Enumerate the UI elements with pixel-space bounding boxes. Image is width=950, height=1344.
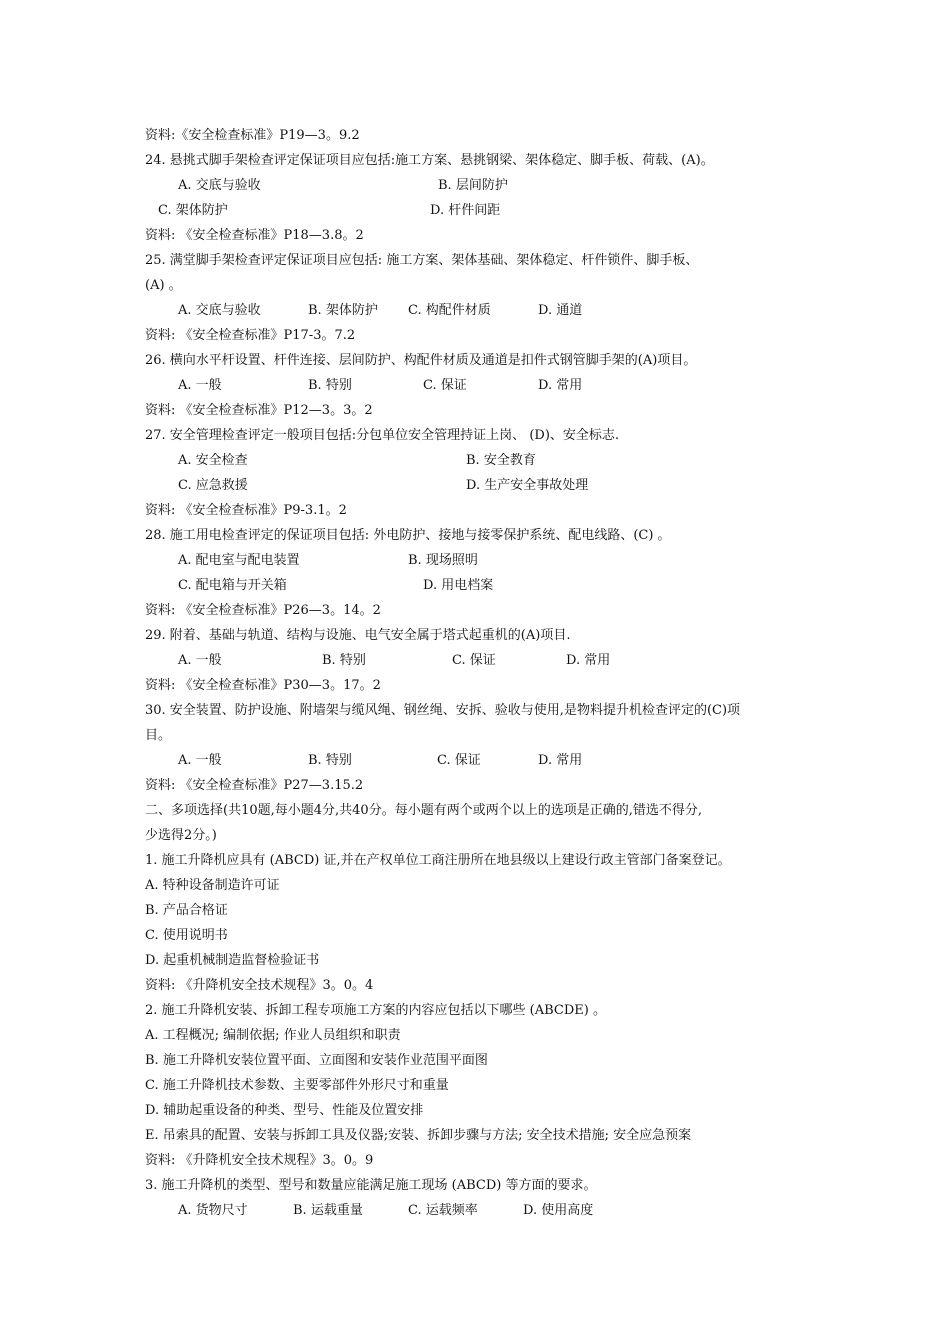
question-28: 28. 施工用电检查评定的保证项目包括: 外电防护、接地与接零保护系统、配电线路、(C) 。 [145,528,671,543]
option: A. 特种设备制造许可证 [145,878,280,893]
option: D. 辅助起重设备的种类、型号、性能及位置安排 [145,1103,424,1118]
option: B. 特别 [308,753,352,768]
text-line: 少选得2分。) [145,828,217,843]
option: B. 特别 [308,378,352,393]
section-heading: 二、多项选择(共10题,每小题4分,共40分。每小题有两个或两个以上的选项是正确的,错选不得分, [145,803,702,818]
reference-line: 资料: 《升降机安全技术规程》3。0。9 [145,1153,374,1168]
option: C. 保证 [452,653,496,668]
option: A. 配电室与配电装置 [178,553,300,568]
option: C. 构配件材质 [408,303,491,318]
option: D. 使用高度 [523,1203,594,1218]
option: D. 杆件间距 [430,203,501,218]
option: C. 使用说明书 [145,928,228,943]
option: B. 现场照明 [408,553,478,568]
reference-line: 资料: 《安全检查标准》P30—3。17。2 [145,678,381,693]
option: A. 一般 [178,753,222,768]
question-m3: 3. 施工升降机的类型、型号和数量应能满足施工现场 (ABCD) 等方面的要求。 [145,1178,597,1193]
reference-line: 资料: 《安全检查标准》P9-3.1。2 [145,503,347,518]
option: C. 运载频率 [408,1203,478,1218]
option: C. 架体防护 [158,203,228,218]
option: D. 用电档案 [423,578,494,593]
option: B. 架体防护 [308,303,378,318]
option: B. 安全教育 [466,453,536,468]
text-line: 目。 [145,728,172,743]
option: C. 施工升降机技术参数、主要零部件外形尺寸和重量 [145,1078,449,1093]
option: A. 安全检查 [178,453,248,468]
option: A. 一般 [178,653,222,668]
option: A. 交底与验收 [178,178,261,193]
option: C. 保证 [423,378,467,393]
option: C. 应急救援 [178,478,248,493]
option: B. 层间防护 [438,178,508,193]
option: C. 保证 [437,753,481,768]
option: D. 起重机械制造监督检验证书 [145,953,320,968]
question-m2: 2. 施工升降机安装、拆卸工程专项施工方案的内容应包括以下哪些 (ABCDE) 。 [145,1003,606,1018]
question-m1: 1. 施工升降机应具有 (ABCD) 证,并在产权单位工商注册所在地县级以上建设行政主管部门备案登记。 [145,853,731,868]
question-26: 26. 横向水平杆设置、杆件连接、层间防护、构配件材质及通道是扣件式钢管脚手架的(A)项目。 [145,353,697,368]
reference-line: 资料: 《安全检查标准》P18—3.8。2 [145,228,364,243]
text-line: 资料:《安全检查标准》P19—3。9.2 [145,128,360,143]
option: C. 配电箱与开关箱 [178,578,287,593]
question-24: 24. 悬挑式脚手架检查评定保证项目应包括:施工方案、悬挑钢梁、架体稳定、脚手板、荷载、(A)。 [145,153,714,168]
reference-line: 资料: 《安全检查标准》P27—3.15.2 [145,778,364,793]
question-27: 27. 安全管理检查评定一般项目包括:分包单位安全管理持证上岗、 (D)、安全标志. [145,428,620,443]
option: A. 一般 [178,378,222,393]
reference-line: 资料: 《安全检查标准》P26—3。14。2 [145,603,381,618]
option: A. 工程概况; 编制依据; 作业人员组织和职责 [145,1028,401,1043]
reference-line: 资料: 《升降机安全技术规程》3。0。4 [145,978,374,993]
option: B. 产品合格证 [145,903,228,918]
option: B. 运载重量 [293,1203,363,1218]
question-29: 29. 附着、基础与轨道、结构与设施、电气安全属于塔式起重机的(A)项目. [145,628,571,643]
question-30: 30. 安全装置、防护设施、附墙架与缆风绳、钢丝绳、安拆、验收与使用,是物料提升机检查评定的(C)项 [145,703,741,718]
reference-line: 资料: 《安全检查标准》P12—3。3。2 [145,403,373,418]
reference-line: 资料: 《安全检查标准》P17-3。7.2 [145,328,356,343]
option: A. 货物尺寸 [178,1203,248,1218]
option: A. 交底与验收 [178,303,261,318]
question-25: 25. 满堂脚手架检查评定保证项目应包括: 施工方案、架体基础、架体稳定、杆件锁件、脚手板、 [145,253,699,268]
option: D. 常用 [566,653,611,668]
option: D. 常用 [538,378,583,393]
text-line: (A) 。 [145,278,182,293]
option: B. 特别 [322,653,366,668]
option: D. 生产安全事故处理 [466,478,589,493]
option: D. 常用 [538,753,583,768]
option: B. 施工升降机安装位置平面、立面图和安装作业范围平面图 [145,1053,488,1068]
option: D. 通道 [538,303,583,318]
option: E. 吊索具的配置、安装与拆卸工具及仪器;安装、拆卸步骤与方法; 安全技术措施; 安全应急预案 [145,1128,692,1143]
